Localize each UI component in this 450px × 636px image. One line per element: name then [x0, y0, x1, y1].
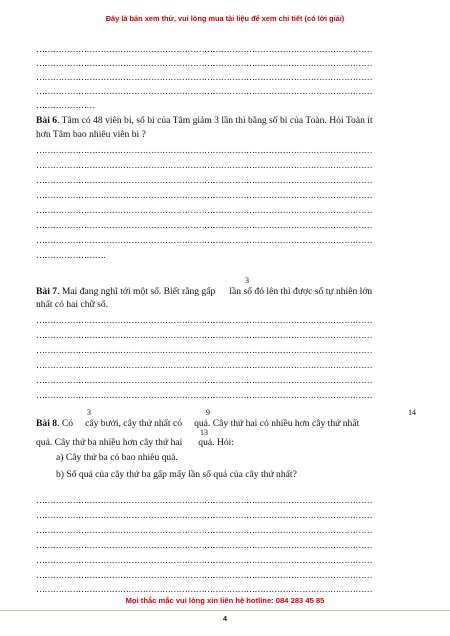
- exercise-7-line-1: [36, 286, 372, 298]
- hotline-notice: Mọi thắc mắc vui lòng xin liên hệ hotline: 084 283 45 85: [125, 596, 325, 605]
- answer-line: …………………………………………………………………………………………………………: [36, 86, 373, 96]
- answer-line: …………………………………………………………………………………………………………: [36, 390, 373, 400]
- answer-line: …………………………………………………………………………………………………………: [36, 175, 373, 185]
- answer-line: …………………………………………………………………………………………………………: [36, 235, 373, 245]
- exercise-8-text-5: quả. Hỏi:: [198, 437, 235, 448]
- page-number: 4: [223, 616, 227, 623]
- answer-line: …………………………………………………………………………………………………………: [36, 72, 373, 82]
- answer-line: …………………………………………………………………………………………………………: [36, 345, 373, 355]
- exercise-8-number-13: 13: [200, 428, 208, 437]
- answer-line: …………………………………………………………………………………………………………: [36, 540, 373, 550]
- exercise-7-number-3: 3: [245, 276, 249, 285]
- answer-line: …………………………………………………………………………………………………………: [36, 145, 373, 155]
- exercise-7-text-a: . Mai đang nghĩ tới một số. Biết rằng gấp: [57, 286, 216, 297]
- exercise-8-number-3: 3: [87, 408, 91, 417]
- answer-line: …………………………………………………………………………………………………………: [36, 495, 373, 505]
- exercise-8-question-b: b) Số quả của cây thứ ba gấp mấy lần số quả của cây thứ nhất?: [56, 469, 297, 480]
- answer-line: …………………………………………………………………………………………………………: [36, 510, 373, 520]
- exercise-8-line-1: [36, 418, 359, 430]
- answer-line: …………………………………………………………………………………………………………: [36, 160, 373, 170]
- preview-notice: Đây là bản xem thử, vui lòng mua tài liệu để xem chi tiết (có lời giải): [105, 14, 345, 23]
- answer-line: …………………………………………………………………………………………………………: [36, 375, 373, 385]
- exercise-6-label: Bài 6: [36, 115, 58, 126]
- answer-line: …………………………………………………………………………………………………………: [36, 190, 373, 200]
- answer-line: …………………………………………………………………………………………………………: [36, 330, 373, 340]
- answer-line: …………………………………………………………………………………………………………: [36, 525, 373, 535]
- exercise-6-text: . Tâm có 48 viên bi, số bi của Tâm giảm 3 lần thì bằng số bi của Toàn. Hỏi Toàn ít: [57, 115, 373, 126]
- footer-divider: [0, 610, 450, 611]
- answer-line: …………………………………………………………………………………………………………: [36, 360, 373, 370]
- exercise-8-text-1: . Có: [57, 418, 74, 429]
- exercise-8-line-2: [36, 437, 234, 449]
- answer-line: …………………………………………………………………………………………………………: [36, 220, 373, 230]
- exercise-8-question-a: a) Cây thứ ba có bao nhiêu quả.: [56, 452, 178, 463]
- exercise-6-line-1: [36, 115, 373, 127]
- answer-line: …………………………………………………………………………………………………………: [36, 570, 373, 580]
- exercise-6-line-2: hơn Tâm bao nhiêu viên bi ?: [36, 129, 146, 140]
- answer-line: …………………………………………………………………………………………………………: [36, 584, 373, 594]
- answer-line: …………………………………………………………………………………………………………: [36, 555, 373, 565]
- exercise-8-text-4: quả. Cây thứ ba nhiều hơn cây thứ hai: [36, 437, 183, 448]
- exercise-8-number-14: 14: [408, 408, 416, 417]
- exercise-8-text-2: cây bưởi, cây thứ nhất có: [85, 418, 183, 429]
- exercise-8-label: Bài 8: [36, 418, 58, 429]
- answer-line: …………………………………………………………………………………………………………: [36, 44, 373, 54]
- exercise-8-number-9: 9: [206, 408, 210, 417]
- answer-line: …………………….: [36, 250, 105, 260]
- answer-line: …………………: [36, 100, 95, 110]
- exercise-7-line-2: nhất có hai chữ số.: [36, 299, 109, 310]
- answer-line: …………………………………………………………………………………………………………: [36, 315, 373, 325]
- exercise-7-label: Bài 7: [36, 286, 58, 297]
- exercise-8-text-3: quả. Cây thứ hai có nhiều hơn cây thứ nhất: [194, 418, 360, 429]
- exercise-7-text-b: lần số đó lên thì được số tự nhiên lớn: [229, 286, 373, 297]
- answer-line: …………………………………………………………………………………………………………: [36, 205, 373, 215]
- answer-line: …………………………………………………………………………………………………………: [36, 58, 373, 68]
